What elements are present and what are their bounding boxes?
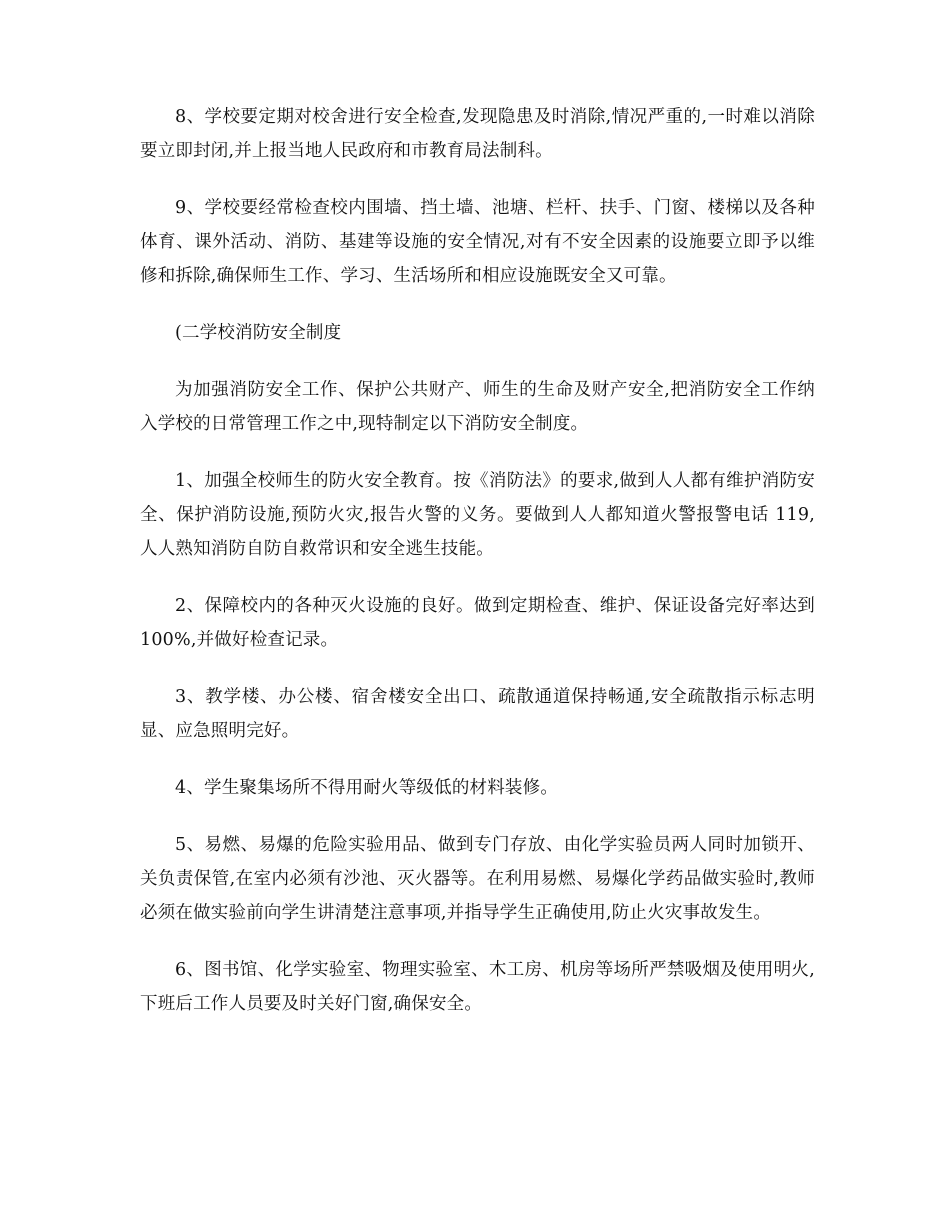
- paragraph-item-3: 3、教学楼、办公楼、宿舍楼安全出口、疏散通道保持畅通,安全疏散指示标志明显、应急照明完好。: [140, 687, 815, 741]
- paragraph-intro: 为加强消防安全工作、保护公共财产、师生的生命及财产安全,把消防安全工作纳入学校的日常管理工作之中,现特制定以下消防安全制度。: [140, 380, 815, 434]
- paragraph-item-1: 1、加强全校师生的防火安全教育。按《消防法》的要求,做到人人都有维护消防安全、保护消防设施,预防火灾,报告火警的义务。要做到人人都知道火警报警电话 119,人人熟知消防自防自救常识和安全逃生技能。: [140, 471, 815, 559]
- paragraph-item-6: 6、图书馆、化学实验室、物理实验室、木工房、机房等场所严禁吸烟及使用明火,下班后工作人员要及时关好门窗,确保安全。: [140, 960, 815, 1014]
- paragraph-item-9: 9、学校要经常检查校内围墙、挡土墙、池塘、栏杆、扶手、门窗、楼梯以及各种体育、课外活动、消防、基建等设施的安全情况,对有不安全因素的设施要立即予以维修和拆除,确保师生工作、学习、生活场所和相应设施既安全又可靠。: [140, 198, 815, 286]
- paragraph-item-4: 4、学生聚集场所不得用耐火等级低的材料装修。: [175, 778, 559, 798]
- paragraph-item-8: 8、学校要定期对校舍进行安全检查,发现隐患及时消除,情况严重的,一时难以消除要立即封闭,并上报当地人民政府和市教育局法制科。: [140, 107, 815, 161]
- section-heading-fire-safety: (二学校消防安全制度: [175, 323, 342, 343]
- document-page: [140, 100, 815, 1044]
- paragraph-item-5: 5、易燃、易爆的危险实验用品、做到专门存放、由化学实验员两人同时加锁开、关负责保管,在室内必须有沙池、灭火器等。在利用易燃、易爆化学药品做实验时,教师必须在做实验前向学生讲清楚注意事项,并指导学生正确使用,防止火灾事故发生。: [140, 835, 815, 923]
- paragraph-item-2: 2、保障校内的各种灭火设施的良好。做到定期检查、维护、保证设备完好率达到 100%,并做好检查记录。: [140, 596, 815, 650]
